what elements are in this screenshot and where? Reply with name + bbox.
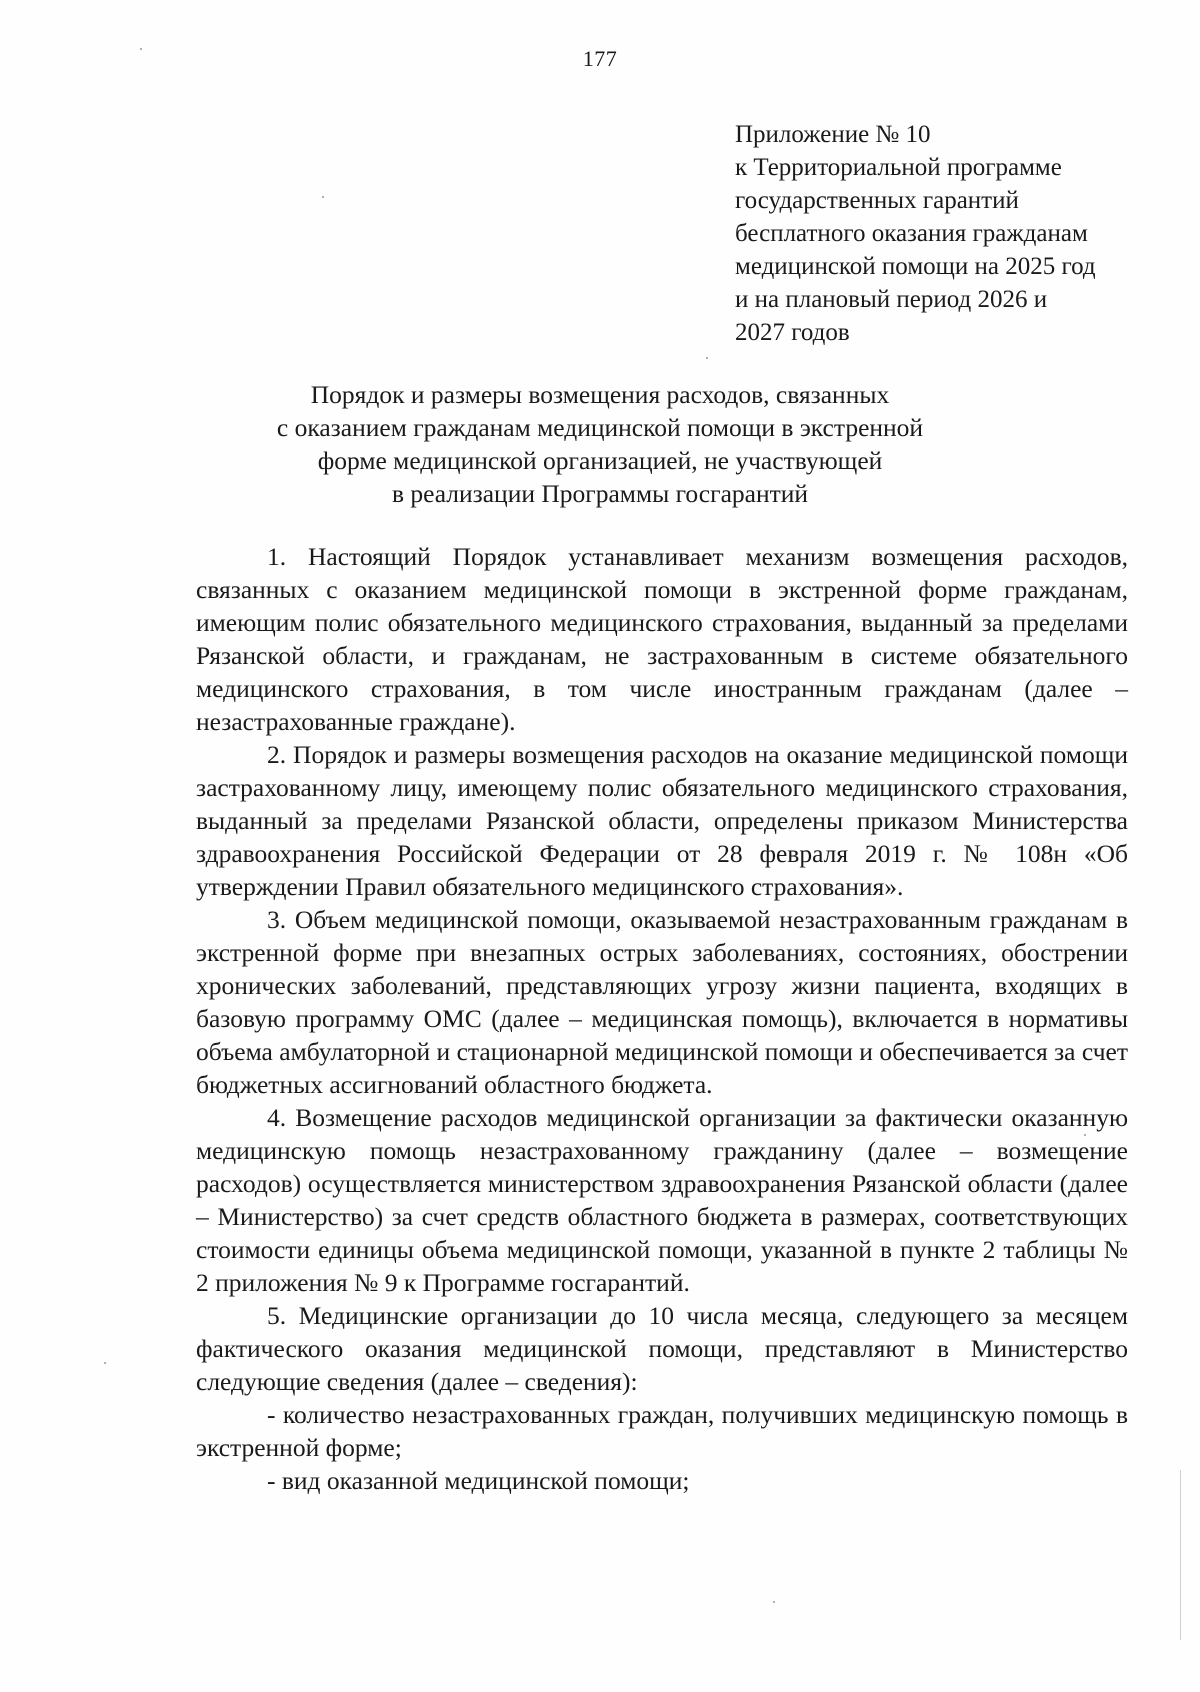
title-line: с оказанием гражданам медицинской помощи в экстренной [276,413,924,442]
paragraph-4: 4. Возмещение расходов медицинской организации за фактически оказанную медицинскую помощь незастрахованному гражданину (далее – возмещение расходов) осуществляется министерством здравоохранения Рязанской области (далее – Министерство) за счет средств областного бюджета в размерах, соответствующих стоимости единицы объема медицинской помощи, указанной в пункте 2 таблицы № 2 приложения № 9 к Программе госгарантий. [196,1103,1128,1297]
scan-speck [322,196,324,198]
title-line: в реализации Программы госгарантий [391,479,809,508]
appendix-line: Приложение № 10 [735,121,931,148]
appendix-line: медицинской помощи на 2025 год [735,253,1096,280]
appendix-line: и на плановый период 2026 и [735,286,1048,313]
document-body [196,540,1128,1497]
scan-speck [104,1362,106,1364]
appendix-header [735,118,1155,349]
bullet-item-2: - вид оказанной медицинской помощи; [267,1466,690,1495]
paragraph-3: 3. Объем медицинской помощи, оказываемой незастрахованным гражданам в экстренной форме при внезапных острых заболеваниях, состояниях, обострении хронических заболеваний, представляющих угрозу жизни пациента, входящих в базовую программу ОМС (далее – медицинская помощь), включается в нормативы объема амбулаторной и стационарной медицинской помощи и обеспечивается за счет бюджетных ассигнований областного бюджета. [196,905,1128,1099]
title-line: форме медицинской организацией, не участвующей [317,446,883,475]
scan-speck [706,357,708,359]
scan-edge-mark [1180,1470,1181,1640]
bullet-item-1: - количество незастрахованных граждан, получивших медицинскую помощь в экстренной форме; [196,1400,1128,1462]
paragraph-5: 5. Медицинские организации до 10 числа месяца, следующего за месяцем фактического оказания медицинской помощи, представляют в Министерство следующие сведения (далее – сведения): [196,1301,1128,1396]
paragraph-2: 2. Порядок и размеры возмещения расходов на оказание медицинской помощи застрахованному лицу, имеющему полис обязательного медицинского страхования, выданный за пределами Рязанской области, определены приказом Министерства здравоохранения Российской Федерации от 28 февраля 2019 г. № 108н «Об утверждении Правил обязательного медицинского страхования». [196,740,1128,901]
appendix-line: государственных гарантий [735,187,1019,214]
scan-speck [140,48,142,50]
title-line: Порядок и размеры возмещения расходов, связанных [310,380,890,409]
appendix-line: бесплатного оказания гражданам [735,220,1088,247]
appendix-line: 2027 годов [735,319,850,346]
scan-speck [773,1601,775,1603]
page-number: 177 [582,46,618,71]
paragraph-1: 1. Настоящий Порядок устанавливает механизм возмещения расходов, связанных с оказанием медицинской помощи в экстренной форме гражданам, имеющим полис обязательного медицинского страхования, выданный за пределами Рязанской области, и гражданам, не застрахованным в системе обязательного медицинского страхования, в том числе иностранным гражданам (далее – незастрахованные граждане). [196,542,1128,736]
scan-speck [1084,1134,1086,1136]
appendix-line: к Территориальной программе [735,154,1062,181]
document-title [0,378,1200,510]
